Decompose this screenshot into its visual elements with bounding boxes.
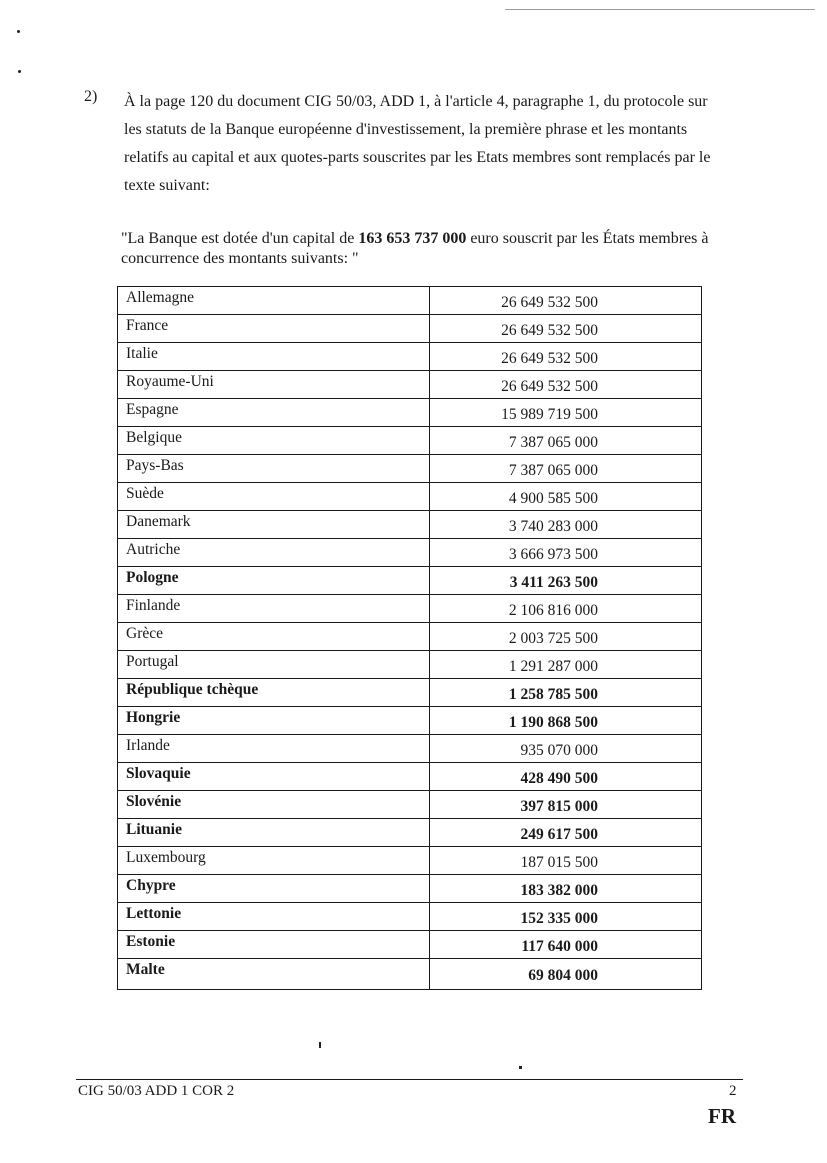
country-cell: Hongrie (118, 707, 430, 735)
table-row (118, 735, 702, 763)
country-cell: Allemagne (118, 287, 430, 315)
country-cell: Espagne (118, 399, 430, 427)
capital-amount: 163 653 737 000 (358, 230, 467, 247)
amount-cell: 1 258 785 500 (430, 679, 702, 707)
amount-cell: 26 649 532 500 (430, 315, 702, 343)
table-row (118, 371, 702, 399)
amount-cell: 26 649 532 500 (430, 287, 702, 315)
country-cell: France (118, 315, 430, 343)
quoted-replacement-text (121, 229, 733, 269)
amount-cell: 26 649 532 500 (430, 371, 702, 399)
amount-cell: 3 666 973 500 (430, 539, 702, 567)
amount-cell: 1 190 868 500 (430, 707, 702, 735)
table-row (118, 287, 702, 315)
table-row (118, 623, 702, 651)
amount-cell: 3 740 283 000 (430, 511, 702, 539)
footer-rule (76, 1079, 743, 1080)
country-cell: Lituanie (118, 819, 430, 847)
document-reference: CIG 50/03 ADD 1 COR 2 (78, 1083, 235, 1099)
amount-cell: 7 387 065 000 (430, 455, 702, 483)
amount-cell: 183 382 000 (430, 875, 702, 903)
amount-cell: 3 411 263 500 (430, 567, 702, 595)
country-cell: Estonie (118, 931, 430, 959)
table-row (118, 819, 702, 847)
table-row (118, 931, 702, 959)
amount-cell: 152 335 000 (430, 903, 702, 931)
paragraph-line: texte suivant: (124, 177, 210, 194)
country-cell: Malte (118, 959, 430, 990)
country-cell: Suède (118, 483, 430, 511)
country-cell: Chypre (118, 875, 430, 903)
amount-cell: 7 387 065 000 (430, 427, 702, 455)
table-row (118, 483, 702, 511)
table-row (118, 875, 702, 903)
amount-cell: 397 815 000 (430, 791, 702, 819)
table-row (118, 343, 702, 371)
amount-cell: 69 804 000 (430, 959, 702, 990)
table-row (118, 763, 702, 791)
table-row (118, 567, 702, 595)
country-cell: Finlande (118, 595, 430, 623)
country-cell: Danemark (118, 511, 430, 539)
country-cell: Slovaquie (118, 763, 430, 791)
table-row (118, 791, 702, 819)
country-cell: Royaume-Uni (118, 371, 430, 399)
country-cell: Belgique (118, 427, 430, 455)
paragraph-line: les statuts de la Banque européenne d'investissement, la première phrase et les montants (124, 121, 688, 138)
country-cell: Slovénie (118, 791, 430, 819)
capital-subscription-table (117, 286, 702, 990)
country-cell: Portugal (118, 651, 430, 679)
country-cell: Grèce (118, 623, 430, 651)
paragraph-line: relatifs au capital et aux quotes-parts souscrites par les Etats membres sont remplacés par le (124, 149, 711, 166)
amount-cell: 4 900 585 500 (430, 483, 702, 511)
table-row (118, 399, 702, 427)
table-row (118, 679, 702, 707)
scan-speck (319, 1042, 321, 1048)
table-row (118, 707, 702, 735)
amount-cell: 1 291 287 000 (430, 651, 702, 679)
country-cell: Irlande (118, 735, 430, 763)
paragraph-number: 2) (84, 88, 98, 105)
table-row (118, 539, 702, 567)
amount-cell: 2 106 816 000 (430, 595, 702, 623)
table-row (118, 595, 702, 623)
page-number: 2 (729, 1083, 737, 1099)
amount-cell: 2 003 725 500 (430, 623, 702, 651)
table-row (118, 315, 702, 343)
table-row (118, 903, 702, 931)
paragraph-line: À la page 120 du document CIG 50/03, ADD 1, à l'article 4, paragraphe 1, du protocole sur (124, 93, 708, 110)
table-body (118, 287, 702, 990)
country-cell: Pays-Bas (118, 455, 430, 483)
amount-cell: 249 617 500 (430, 819, 702, 847)
margin-mark (17, 30, 20, 33)
country-cell: République tchèque (118, 679, 430, 707)
country-cell: Lettonie (118, 903, 430, 931)
table-row (118, 651, 702, 679)
amount-cell: 26 649 532 500 (430, 343, 702, 371)
quote-text-before: "La Banque est dotée d'un capital de (121, 230, 359, 247)
amount-cell: 428 490 500 (430, 763, 702, 791)
amount-cell: 15 989 719 500 (430, 399, 702, 427)
scan-speck (519, 1066, 522, 1069)
amount-cell: 935 070 000 (430, 735, 702, 763)
margin-mark (18, 70, 21, 73)
table-row (118, 847, 702, 875)
amount-cell: 117 640 000 (430, 931, 702, 959)
country-cell: Pologne (118, 567, 430, 595)
table-row (118, 511, 702, 539)
table-row (118, 455, 702, 483)
table-row (118, 959, 702, 990)
country-cell: Italie (118, 343, 430, 371)
country-cell: Luxembourg (118, 847, 430, 875)
top-scan-line (505, 9, 815, 10)
quote-text-after: euro souscrit par les États membres à concurrence des montants suivants: " (121, 230, 709, 267)
amount-cell: 187 015 500 (430, 847, 702, 875)
language-code: FR (708, 1104, 736, 1128)
paragraph-text (124, 88, 736, 200)
country-cell: Autriche (118, 539, 430, 567)
table-row (118, 427, 702, 455)
